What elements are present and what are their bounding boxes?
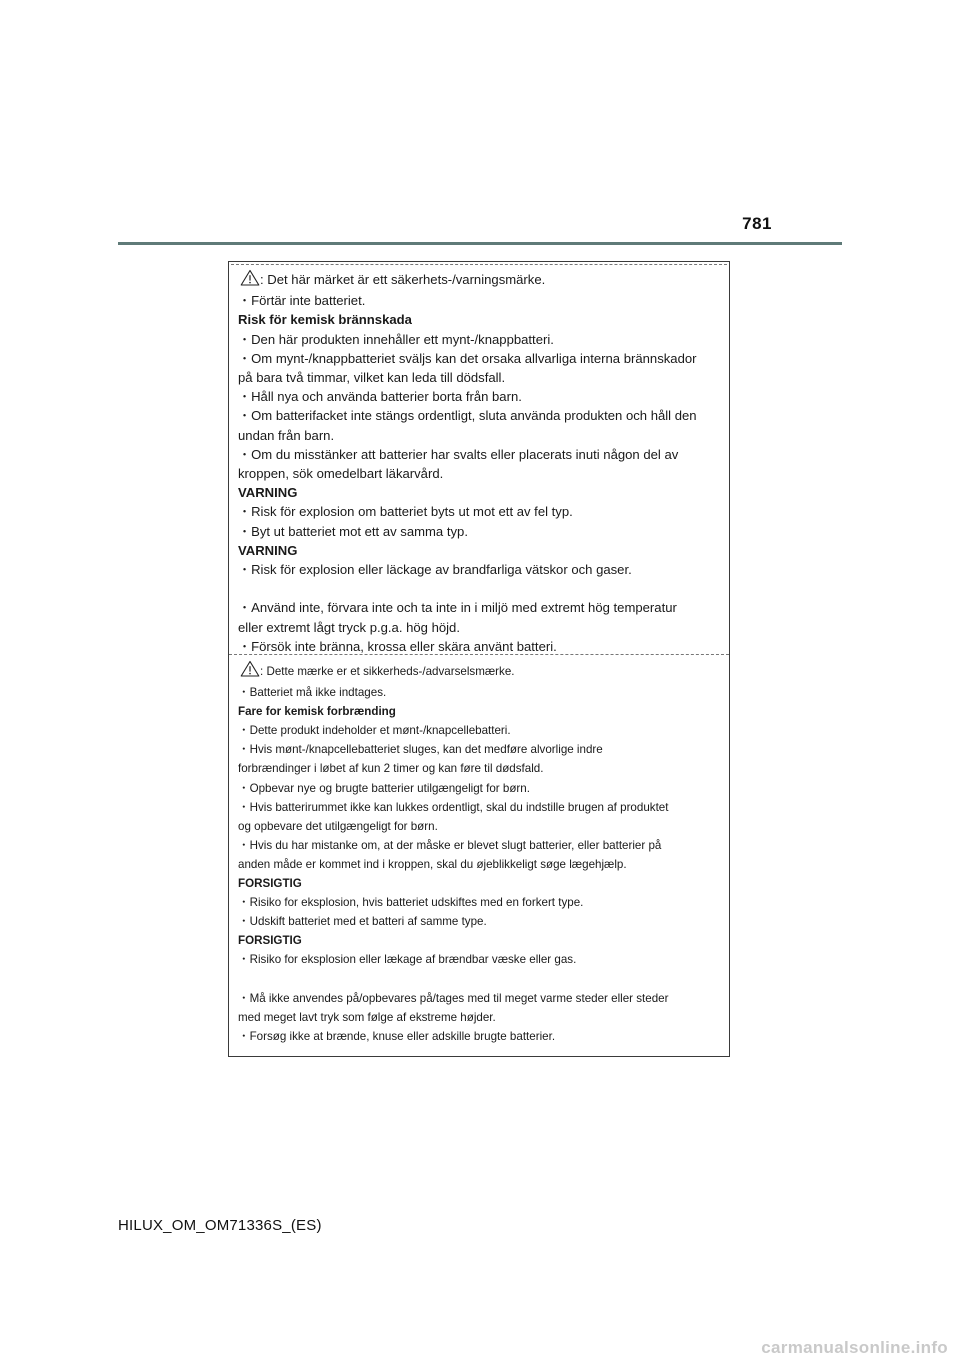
sv-blank-line (238, 579, 721, 598)
da-line-17: med meget lavt tryk som følge af ekstreme højder. (238, 1010, 496, 1024)
sv-line-1: ・Förtär inte batteriet. (238, 293, 366, 309)
sv-line-5: på bara två timmar, vilket kan leda till dödsfall. (238, 370, 506, 386)
da-heading-chemical-burn: Fare for kemisk forbrænding (238, 705, 396, 719)
sv-line-8: undan från barn. (238, 427, 335, 443)
sv-line-15: ・Risk för explosion eller läckage av brandfarliga vätskor och gaser. (238, 562, 632, 578)
sv-line-18: ・Försök inte bränna, krossa eller skära använt batteri. (238, 638, 557, 654)
box-top-dashed-line (231, 264, 727, 265)
document-code-footer: HILUX_OM_OM71336S_(ES) (118, 1217, 322, 1234)
page-number: 781 (742, 214, 772, 233)
language-divider (229, 654, 729, 655)
sv-line-16: ・Använd inte, förvara inte och ta inte in i miljö med extremt hög temperatur (238, 600, 677, 616)
sv-line-12: ・Risk för explosion om batteriet byts ut mot ett av fel typ. (238, 504, 573, 520)
da-heading-caution-1: FORSIGTIG (238, 877, 302, 891)
sv-line-10: kroppen, sök omedelbart läkarvård. (238, 466, 444, 482)
watermark-text: carmanualsonline.info (761, 1338, 948, 1357)
sv-line-9: ・Om du misstänker att batterier har svalts eller placerats inuti någon del av (238, 446, 679, 462)
sv-heading-warning-1: VARNING (238, 485, 298, 501)
sv-heading-warning-2: VARNING (238, 542, 298, 558)
da-line-13: ・Udskift batteriet med et batteri af samme type. (238, 915, 487, 929)
warning-triangle-icon (240, 269, 260, 291)
sv-line-4: ・Om mynt-/knappbatteriet sväljs kan det orsaka allvarliga interna brännskador (238, 350, 697, 366)
sv-line-13: ・Byt ut batteriet mot ett av samma typ. (238, 523, 468, 539)
da-symbol-text: : Dette mærke er et sikkerheds-/advarselsmærke. (260, 665, 515, 678)
da-line-4: ・Hvis mønt-/knapcellebatteriet sluges, kan det medføre alvorlige indre (238, 743, 603, 757)
da-heading-caution-2: FORSIGTIG (238, 934, 302, 948)
da-line-7: ・Hvis batterirummet ikke kan lukkes ordentligt, skal du indstille brugen af produktet (238, 800, 669, 814)
da-symbol-line (238, 660, 721, 683)
sv-line-7: ・Om batterifacket inte stängs ordentligt, sluta använda produkten och håll den (238, 408, 697, 424)
da-line-12: ・Risiko for eksplosion, hvis batteriet udskiftes med en forkert type. (238, 896, 584, 910)
da-line-1: ・Batteriet må ikke indtages. (238, 686, 387, 700)
da-line-16: ・Må ikke anvendes på/opbevares på/tages med til meget varme steder eller steder (238, 991, 669, 1005)
sv-line-17: eller extremt lågt tryck p.g.a. hög höjd. (238, 619, 460, 635)
sv-heading-chemical-burn: Risk för kemisk brännskada (238, 312, 412, 328)
da-line-8: og opbevare det utilgængeligt for børn. (238, 819, 438, 833)
da-line-10: anden måde er kommet ind i kroppen, skal du øjeblikkeligt søge lægehjælp. (238, 857, 627, 871)
da-line-15: ・Risiko for eksplosion eller lækage af brændbar væske eller gas. (238, 953, 577, 967)
da-blank-line (238, 970, 721, 989)
da-line-6: ・Opbevar nye og brugte batterier utilgængeligt for børn. (238, 781, 530, 795)
swedish-warning-section (238, 269, 721, 656)
da-line-18: ・Forsøg ikke at brænde, knuse eller adskille brugte batterier. (238, 1029, 556, 1043)
sv-line-6: ・Håll nya och använda batterier borta från barn. (238, 389, 522, 405)
battery-warning-box (228, 261, 730, 1057)
sv-symbol-text: : Det här märket är ett säkerhets-/varningsmärke. (260, 272, 546, 287)
sv-line-3: ・Den här produkten innehåller ett mynt-/knappbatteri. (238, 331, 554, 347)
header-rule (118, 242, 842, 245)
da-line-5: forbrændinger i løbet af kun 2 timer og kan føre til dødsfald. (238, 762, 544, 776)
warning-triangle-icon (240, 660, 260, 683)
sv-symbol-line (238, 269, 721, 291)
da-line-3: ・Dette produkt indeholder et mønt-/knapcellebatteri. (238, 724, 511, 738)
da-line-9: ・Hvis du har mistanke om, at der måske er blevet slugt batterier, eller batterier på (238, 838, 662, 852)
danish-warning-section (238, 660, 721, 1046)
